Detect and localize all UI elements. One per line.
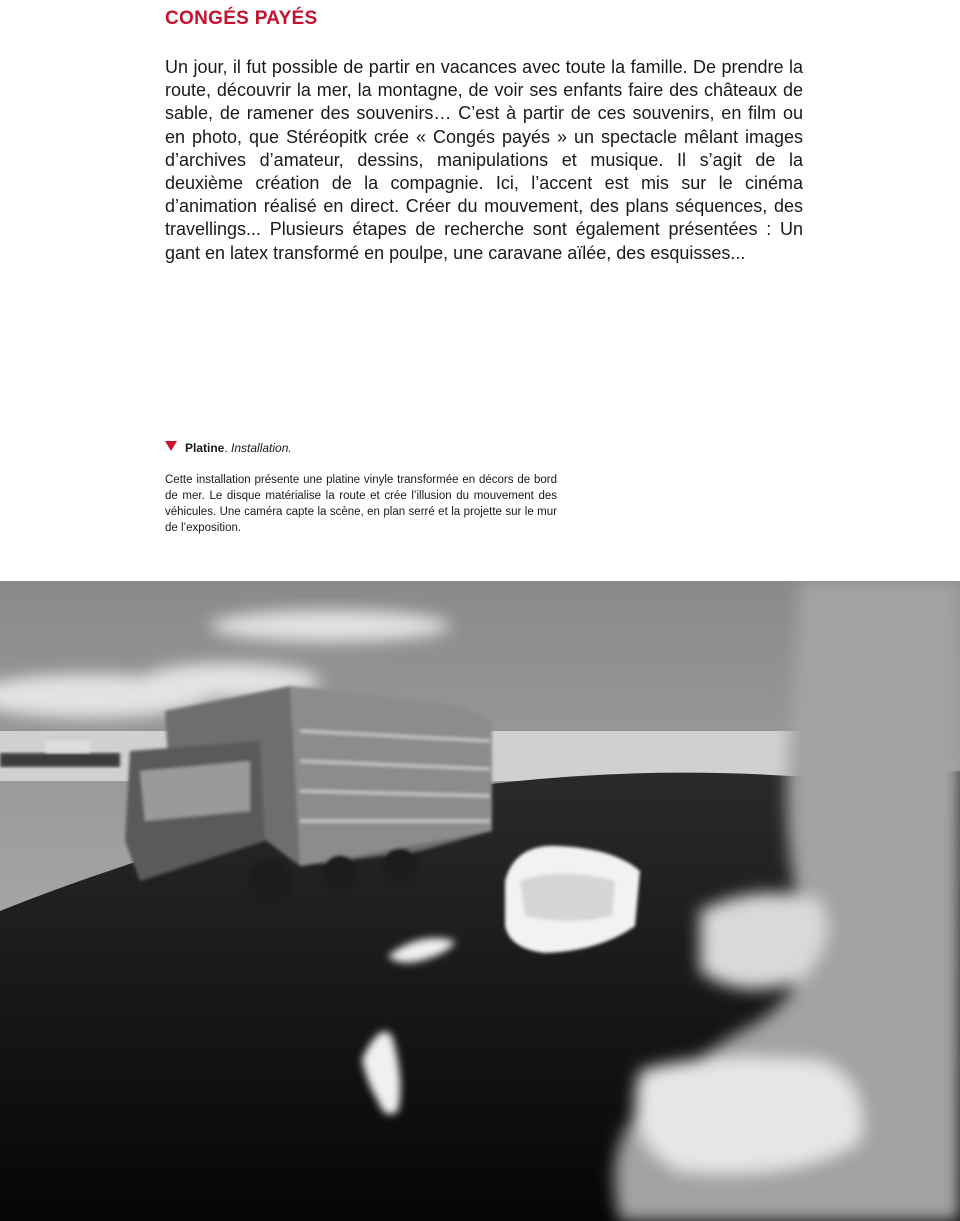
caption-subtitle: Installation. [231, 441, 292, 455]
caption-separator: . [224, 441, 232, 455]
section-body: Un jour, il fut possible de partir en vacances avec toute la famille. De prendre la route, découvrir la mer, la montagne, de voir ses enfants faire des châteaux de sable, de ramener des souvenirs… C’est à partir de ces souvenirs, en film ou en photo, que Stéréopitk crée « Congés payés » un spectacle mêlant images d’archives d’amateur, dessins, manipulations et musique. Il s’agit de la deuxième création de la compagnie. Ici, l’accent est mis sur le cinéma d’animation réalisé en direct. Créer du mouvement, des plans séquences, des travellings... Plusieurs étapes de recherche sont également présentées : Un gant en latex transformé en poulpe, une caravane aïlée, des esquisses... [165, 57, 803, 263]
installation-photo [0, 581, 960, 1221]
caption-text: Cette installation présente une platine vinyle transformée en décors de bord de mer. Le disque matérialise la route et crée l’illusion du mouvement des véhicules. Une caméra capte la scène, en plan serré et la projette sur le mur de l’exposition. [165, 474, 557, 534]
triangle-down-icon [165, 441, 177, 451]
caption-name: Platine [185, 441, 225, 455]
photo-caption-heading [165, 440, 292, 456]
section-title: CONGÉS PAYÉS [165, 8, 318, 29]
